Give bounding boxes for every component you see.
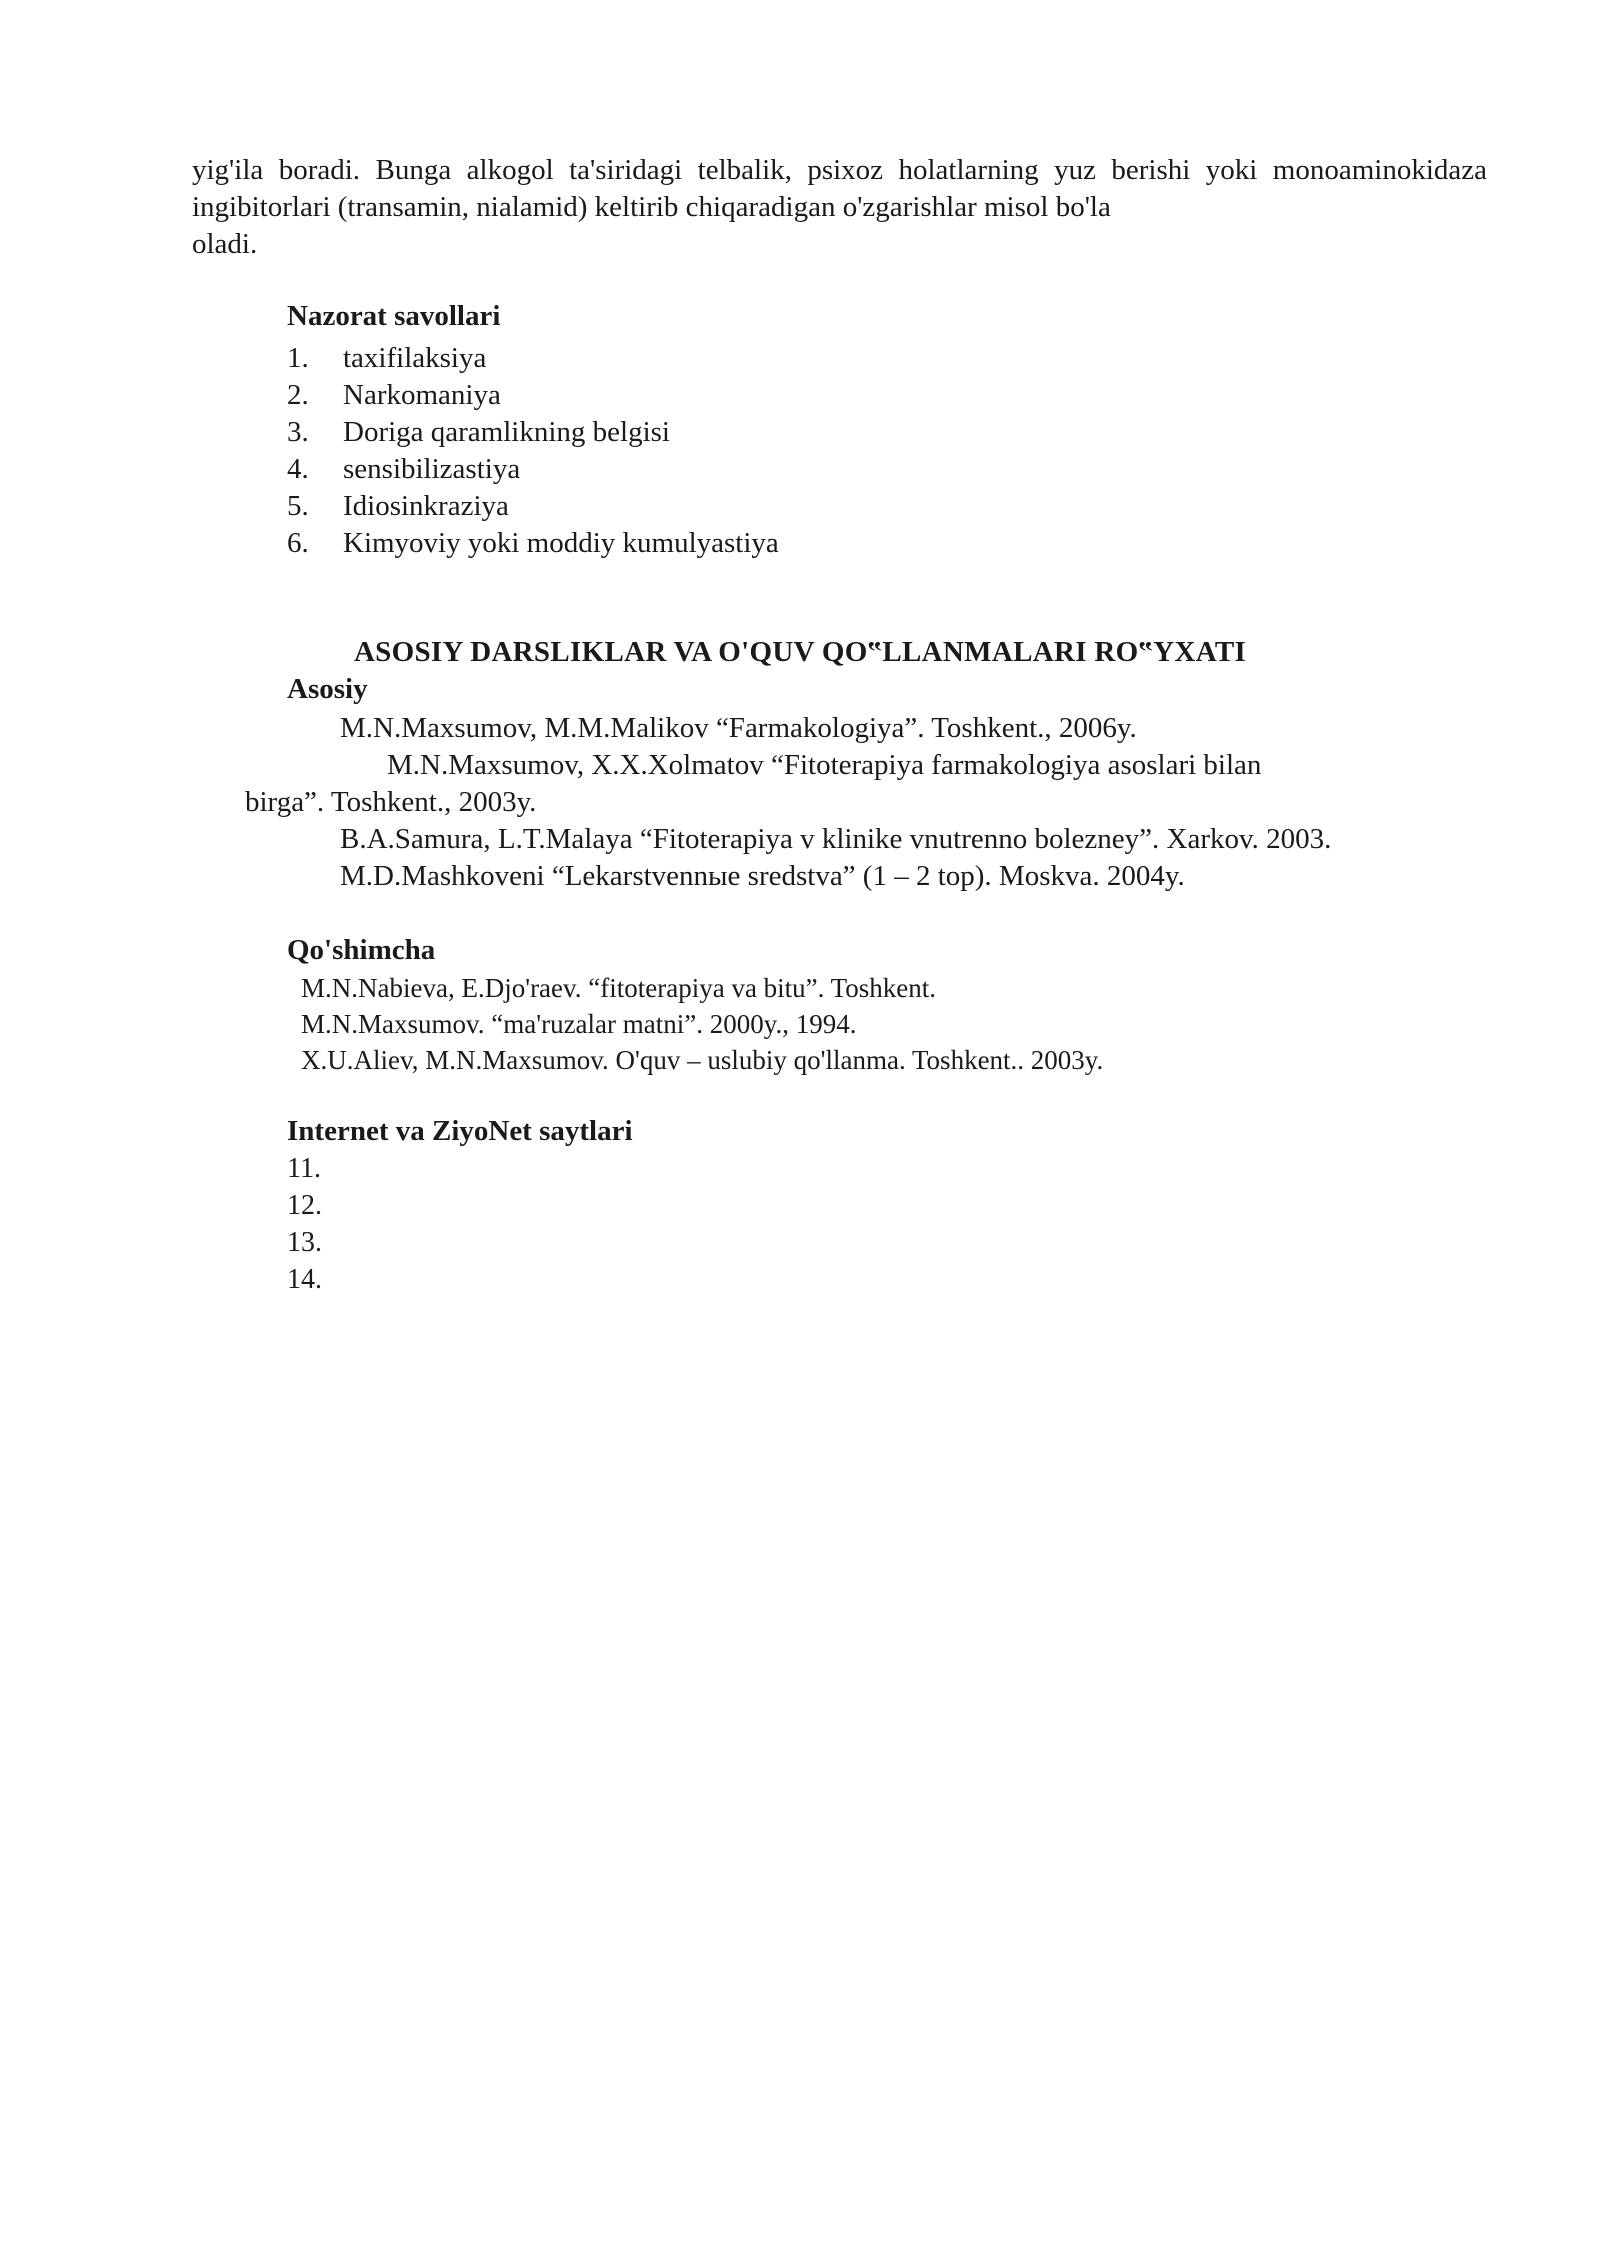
main-literature-item: M.N.Maxsumov, X.X.Xolmatov “Fitoterapiya farmakologiya asoslari bilan [387, 749, 1262, 781]
additional-literature-item: M.N.Maxsumov. “ma'ruzalar matni”. 2000y., 1994. [301, 1009, 857, 1039]
question-item [287, 340, 779, 377]
questions-list [287, 340, 779, 562]
internet-heading: Internet va ZiyoNet saytlari [287, 1115, 633, 1147]
question-item [287, 488, 779, 525]
additional-literature-heading: Qo'shimcha [287, 934, 436, 966]
question-number: 6. [287, 527, 309, 559]
question-item [287, 414, 779, 451]
question-number: 3. [287, 416, 309, 448]
question-text: Kimyoviy yoki moddiy kumulyastiya [343, 527, 779, 559]
main-literature-item-continuation: birga”. Toshkent., 2003y. [245, 786, 537, 818]
question-item [287, 377, 779, 414]
internet-list-item: 13. [287, 1227, 322, 1258]
question-number: 5. [287, 490, 309, 522]
question-item [287, 451, 779, 488]
question-number: 1. [287, 342, 309, 374]
question-text: Idiosinkraziya [343, 490, 509, 522]
internet-list [287, 1150, 322, 1298]
question-text: sensibilizastiya [343, 453, 521, 485]
internet-list-item: 14. [287, 1264, 322, 1295]
intro-paragraph [192, 152, 1487, 263]
internet-list-item: 11. [287, 1153, 321, 1184]
question-number: 4. [287, 453, 309, 485]
main-literature-item: M.N.Maxsumov, M.M.Malikov “Farmakologiya”. Toshkent., 2006y. [340, 712, 1137, 744]
internet-list-item: 12. [287, 1190, 322, 1221]
main-literature-heading: Asosiy [287, 673, 368, 705]
question-text: Narkomaniya [343, 379, 501, 411]
question-item [287, 525, 779, 562]
question-text: taxifilaksiya [343, 342, 487, 374]
question-text: Doriga qaramlikning belgisi [343, 416, 670, 448]
question-number: 2. [287, 379, 309, 411]
additional-literature-item: X.U.Aliev, M.N.Maxsumov. O'quv – uslubiy qo'llanma. Toshkent.. 2003y. [301, 1045, 1104, 1075]
main-literature-item: M.D.Mashkoveni “Lekarstvennыe sredstva” (1 – 2 top). Moskva. 2004y. [340, 860, 1185, 892]
literature-title: ASOSIY DARSLIKLAR VA O'QUV QO‟LLANMALARI RO‟YXATI [353, 636, 1247, 668]
intro-paragraph-end: oladi. [192, 228, 258, 260]
intro-paragraph-body: yig'ila boradi. Bunga alkogol ta'siridagi telbalik, psixoz holatlarning yuz berishi yoki monoaminokidaza ingibitorlari (transamin, nialamid) keltirib chiqaradigan o'zgarishlar misol bo'la [192, 154, 1487, 223]
additional-literature-item: M.N.Nabieva, E.Djo'raev. “fitoterapiya va bitu”. Toshkent. [301, 973, 937, 1003]
questions-heading: Nazorat savollari [287, 300, 501, 332]
main-literature-item: B.A.Samura, L.T.Malaya “Fitoterapiya v klinike vnutrenno bolezney”. Xarkov. 2003. [340, 823, 1332, 855]
